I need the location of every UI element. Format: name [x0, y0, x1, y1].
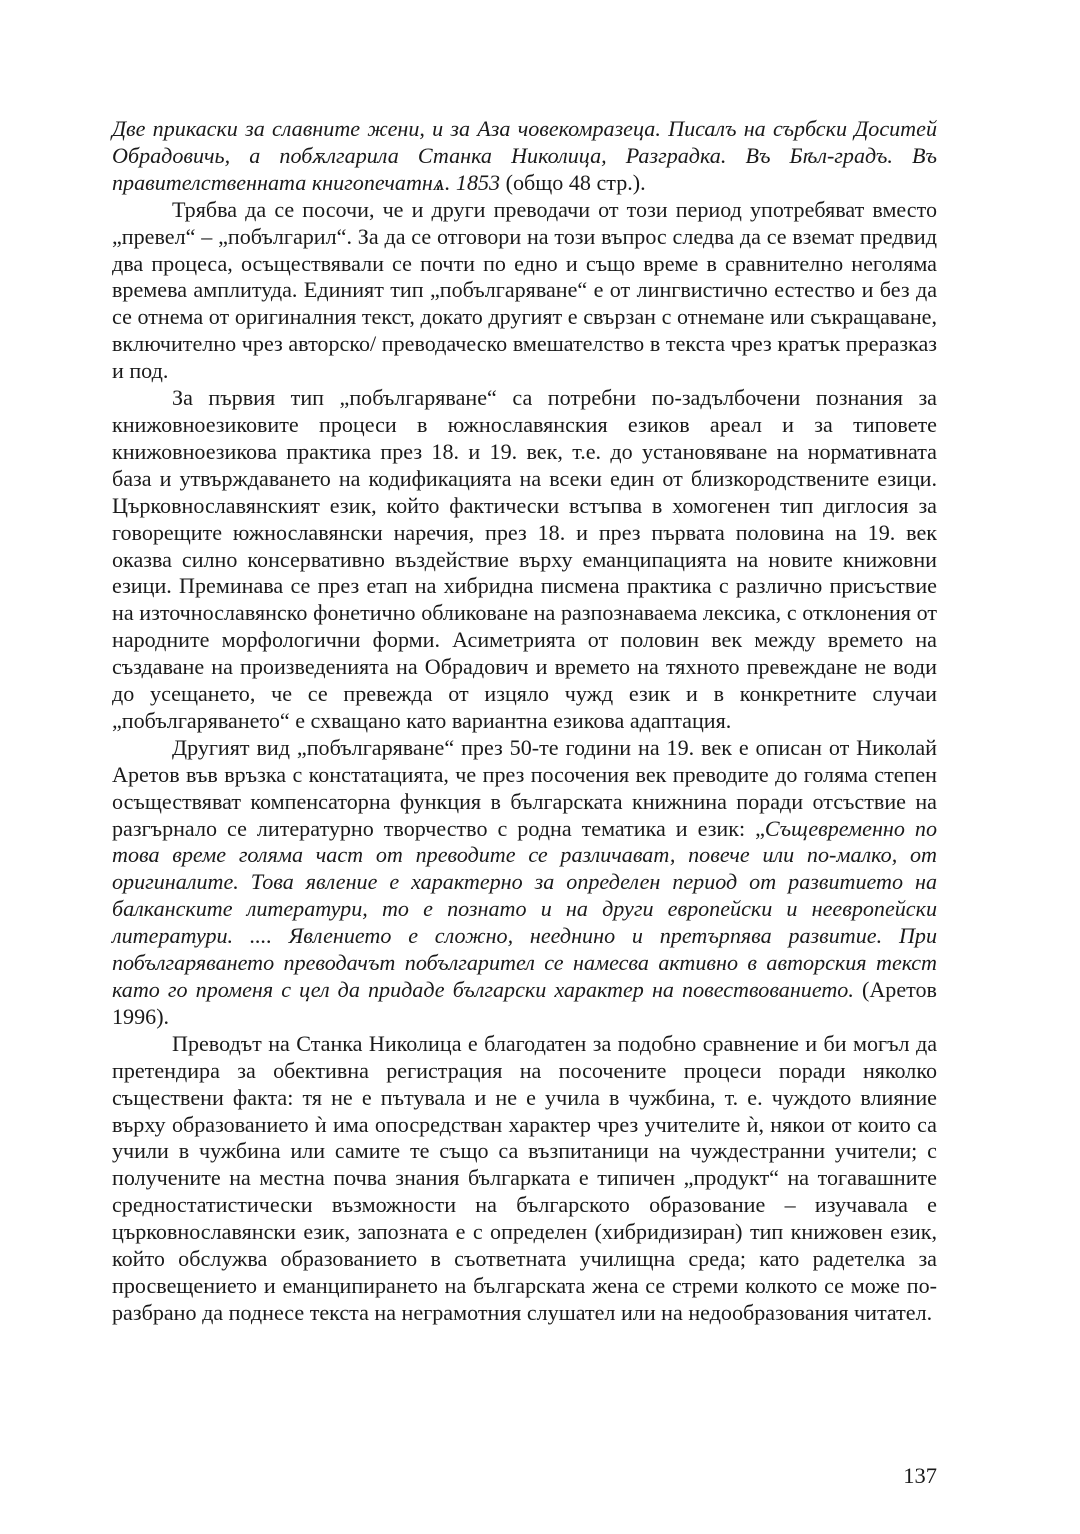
- book-title-tail: (общо 48 стр.).: [500, 169, 646, 195]
- page-body: [112, 116, 937, 1327]
- paragraph-translators: Трябва да се посочи, че и други преводачи от този период употребяват вместо „превел“ – „побългарил“. За да се отговори на този въпрос следва да се вземат предвид два процеса, осъществявали се почти по едно и също време в сравнително неголяма времева амплитуда. Единият тип „побългаряване“ е от лингвистично естество и без да се отнема от оригиналния текст, докато другият е свързан с отнемане или съкращаване, включително чрез авторско/ преводаческо вмешателство в текста чрез кратък преразказ и под.: [112, 196, 937, 384]
- aretov-citation: (Аретов 1996).: [112, 977, 937, 1029]
- paragraph-second-type: [112, 735, 937, 1031]
- second-type-intro: Другият вид „побългаряване“ през 50-те години на 19. век е описан от Николай Аретов във връзка с констатацията, че през посочения век преводите до голяма степен осъществяват компенсаторна функция в българската книжнина поради отсъствие на разгърнало се литературно творчество с родна тематика и език: „: [112, 734, 937, 841]
- paragraph-nikolica-translation: Преводът на Станка Николица е благодатен за подобно сравнение и би могъл да претендира за обективна регистрация на посочените процеси поради няколко съществени факта: тя не е пътувала и не е учила в чужбина, т. е. чуждото влияние върху образованието ѝ има опосредстван характер чрез учителите ѝ, някои от които са учили в чужбина или самите те също са възпитаници на чуждестранни учители; с получените на местна почва знания българката е типичен „продукт“ на тогавашните средностатистически възможности на българското образование – изучавала е църковнославянски език, запозната е с определен (хибридизиран) тип книжовен език, който обслужва образованието в съответната училищна среда; като радетелка за просвещението и еманципирането на българската жена се стреми колкото се може по-разбрано да поднесе текста на неграмотния слушател или на недообразования читател.: [112, 1030, 937, 1325]
- paragraph-book-title: [112, 116, 937, 197]
- page-number: 137: [903, 1463, 937, 1488]
- paragraph-first-type: За първия тип „побългаряване“ са потребни по-задълбочени познания за книжовноезиковите процеси в южнославянския езиков ареал и за типовете книжовноезикова практика през 18. и 19. век, т.е. до установяване на нормативната база и утвърждаването на кодификацията на всеки един от близкородствените езици. Църковнославянският език, който фактически встъпва в хомогенен тип диглосия за говорещите южнославянски наречия, през 18. и през първата половина на 19. век оказва силно консервативно въздействие върху еманципацията на новите книжовни езици. Преминава се през етап на хибридна писмена практика с различно присъствие на източнославянско фонетично обликоване на разпознаваема лексика, с отклонения от народните морфологични форми. Асиметрията от половин век между времето на създаване на произведенията на Обрадович и времето на тяхното превеждане не води до усещането, че се превежда от изцяло чужд език и в конкретните случаи „побългаряването“ е схващано като вариантна езикова адаптация.: [112, 385, 937, 733]
- book-title-italic: Две прикаски за славните жени, и за Аза човекомразеца. Писалъ на сърбски Доситей Обрадовичь, а побѫлгарила Станка Николица, Разградка. Въ Бѣл-градъ. Въ правителственната книгопечатнѧ. 1853: [112, 116, 937, 195]
- aretov-quote: Същевременно по това време голяма част от преводите се различават, повече или по-малко, от оригиналите. Това явление е характерно за определен период от развитието на балканските литератури, то е познато и на други европейски и неевропейски литератури. .... Явлението е сложно, нееднино и претърпява развитие. При побългаряването преводачът побългарител се намесва активно в авторския текст като го променя с цел да придаде български характер на повествованието.: [112, 815, 938, 1002]
